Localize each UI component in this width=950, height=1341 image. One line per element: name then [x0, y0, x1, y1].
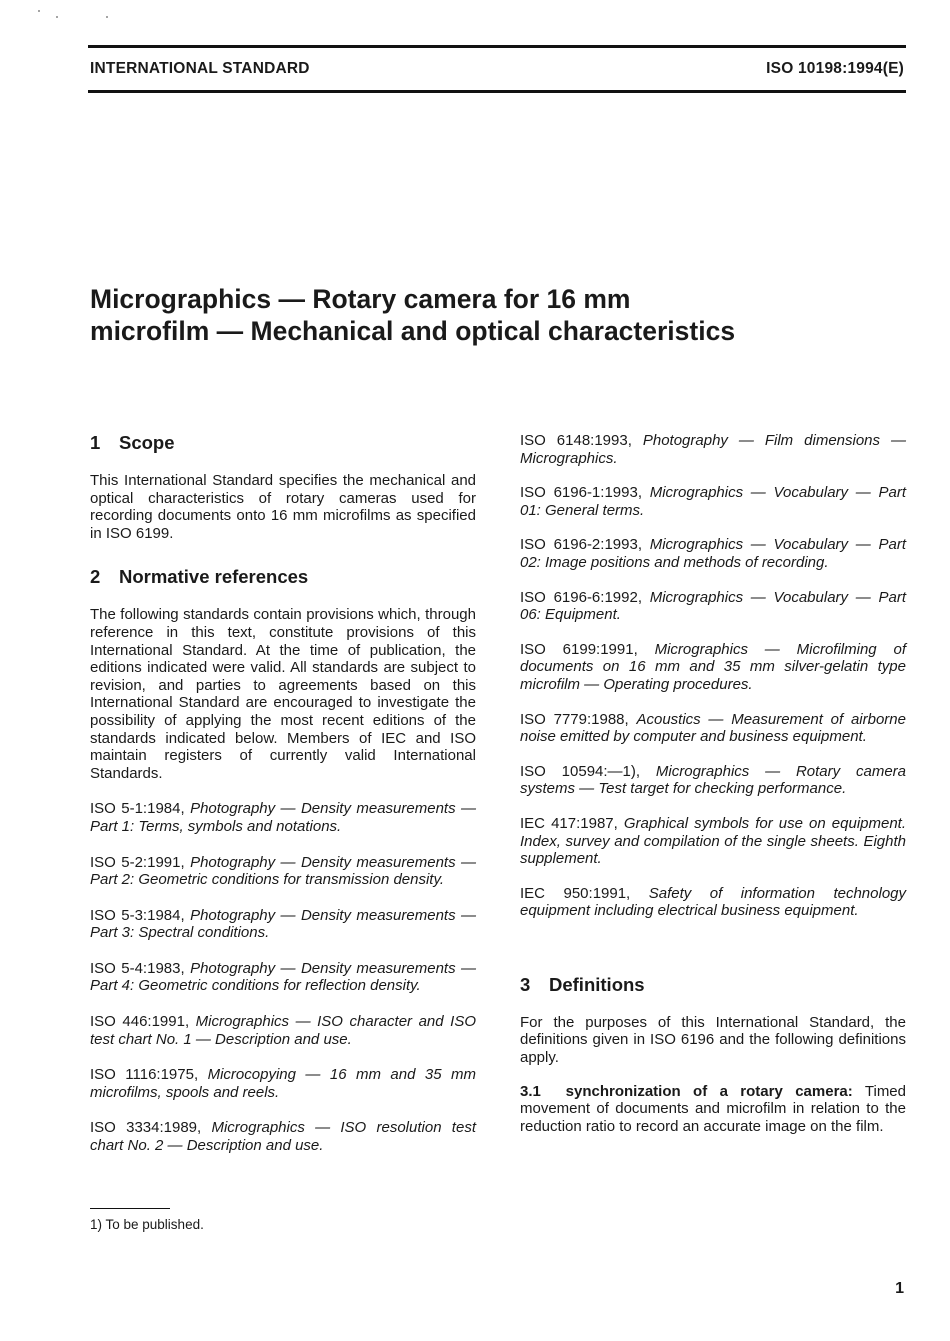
reference-code: IEC 950:1991,	[520, 884, 631, 902]
reference-code: ISO 5-3:1984,	[90, 906, 185, 924]
footnote-rule	[90, 1208, 170, 1209]
reference-item	[520, 484, 906, 519]
reference-list-right	[520, 432, 906, 920]
reference-item	[520, 763, 906, 798]
reference-item	[520, 432, 906, 467]
document-type-label: INTERNATIONAL STANDARD	[90, 60, 310, 77]
reference-code: ISO 6196-2:1993,	[520, 536, 642, 554]
definition-term: synchronization of a rotary camera:	[565, 1082, 853, 1100]
reference-code: ISO 5-4:1983,	[90, 959, 185, 977]
page-number: 1	[895, 1280, 904, 1297]
reference-list-left	[90, 800, 476, 1154]
normative-references-heading	[90, 566, 476, 588]
reference-title: Micrographics — ISO character and ISO test chart No. 1 — Description and use.	[90, 1013, 476, 1048]
left-column	[90, 432, 476, 1155]
reference-code: ISO 6196-6:1992,	[520, 588, 642, 606]
definition-text: Timed movement of documents and microfilm in relation to the reduction ratio to record an accurate image on the film.	[520, 1082, 906, 1135]
reference-item	[520, 589, 906, 624]
reference-item	[90, 1119, 476, 1154]
normative-references-paragraph: The following standards contain provisions which, through reference in this text, constitute provisions of this International Standard. At the time of publication, the editions indicated were valid. All standards are subject to revision, and parties to agreements based on this International Standard are encouraged to investigate the possibility of applying the most recent editions of the standards indicated below. Members of IEC and ISO maintain registers of currently valid International Standards.	[90, 606, 476, 782]
reference-title: Micrographics — Vocabulary — Part 02: Image positions and methods of recording.	[520, 536, 906, 571]
scan-speck	[38, 10, 40, 12]
section-title: Scope	[119, 432, 175, 453]
reference-code: ISO 6199:1991,	[520, 640, 638, 658]
section-title: Normative references	[119, 566, 309, 588]
section-number: 3	[520, 973, 531, 995]
standard-number-label: ISO 10198:1994(E)	[766, 60, 904, 77]
reference-title: Photography — Density measurements — Part 4: Geometric conditions for reflection density.	[90, 959, 476, 995]
reference-code: ISO 3334:1989,	[90, 1119, 202, 1137]
definition-3-1	[520, 1083, 906, 1136]
reference-title: Acoustics — Measurement of airborne noise emitted by computer and business equipment.	[520, 710, 906, 746]
header-rule-top	[88, 45, 906, 48]
section-number: 2	[90, 566, 101, 588]
header-rule-bottom	[88, 90, 906, 93]
reference-code: IEC 417:1987,	[520, 814, 618, 832]
reference-code: ISO 6148:1993,	[520, 432, 632, 449]
reference-code: ISO 10594:—1),	[520, 762, 641, 780]
reference-title: Micrographics — Vocabulary — Part 01: General terms.	[520, 484, 906, 519]
title-line-2: microfilm — Mechanical and optical characteristics	[90, 316, 736, 346]
scan-speck	[106, 16, 108, 18]
reference-title: Micrographics — Microfilming of documents on 16 mm and 35 mm silver-gelatin type microfilm — Operating procedures.	[520, 640, 906, 693]
reference-code: ISO 7779:1988,	[520, 710, 629, 728]
scope-paragraph: This International Standard specifies the mechanical and optical characteristics of rotary cameras used for recording documents onto 16 mm microfilms as specified in ISO 6199.	[90, 472, 476, 542]
reference-code: ISO 6196-1:1993,	[520, 484, 642, 502]
reference-title: Micrographics — Rotary camera systems — Test target for checking performance.	[520, 762, 906, 798]
footnote: 1) To be published.	[90, 1217, 204, 1232]
reference-item	[90, 907, 476, 942]
reference-title: Microcopying — 16 mm and 35 mm microfilms, spools and reels.	[90, 1066, 477, 1101]
definitions-heading	[520, 974, 906, 996]
reference-item	[90, 800, 476, 835]
section-title: Definitions	[549, 973, 645, 995]
reference-code: ISO 1116:1975,	[90, 1066, 199, 1084]
reference-title: Safety of information technology equipment including electrical business equipment.	[520, 884, 907, 920]
reference-item	[520, 536, 906, 571]
reference-item	[520, 815, 906, 868]
reference-title: Graphical symbols for use on equipment. Index, survey and compilation of the single sheets. Eighth supplement.	[520, 814, 907, 868]
reference-title: Micrographics — ISO resolution test chart No. 2 — Description and use.	[90, 1119, 476, 1155]
reference-item	[90, 854, 476, 889]
reference-title: Photography — Film dimensions — Micrographics.	[520, 432, 906, 467]
reference-item	[520, 641, 906, 694]
definitions-paragraph: For the purposes of this International Standard, the definitions given in ISO 6196 and the following definitions apply.	[520, 1013, 906, 1067]
reference-item	[90, 1013, 476, 1048]
reference-title: Photography — Density measurements — Part 1: Terms, symbols and notations.	[90, 800, 476, 835]
reference-title: Micrographics — Vocabulary — Part 06: Equipment.	[520, 588, 906, 624]
reference-item	[520, 711, 906, 746]
right-column	[520, 432, 906, 1135]
reference-title: Photography — Density measurements — Part 2: Geometric conditions for transmission density.	[90, 853, 476, 889]
title-line-1: Micrographics — Rotary camera for 16 mm	[90, 284, 631, 314]
scan-speck	[56, 16, 58, 18]
page-title	[90, 283, 890, 347]
reference-code: ISO 446:1991,	[90, 1013, 190, 1031]
reference-code: ISO 5-2:1991,	[90, 853, 185, 871]
definition-number: 3.1	[520, 1082, 541, 1100]
reference-item	[90, 1066, 476, 1101]
section-number: 1	[90, 432, 101, 453]
reference-item	[90, 960, 476, 995]
reference-title: Photography — Density measurements — Part 3: Spectral conditions.	[90, 906, 476, 942]
reference-code: ISO 5-1:1984,	[90, 800, 185, 818]
reference-item	[520, 885, 906, 920]
scope-heading	[90, 432, 476, 454]
